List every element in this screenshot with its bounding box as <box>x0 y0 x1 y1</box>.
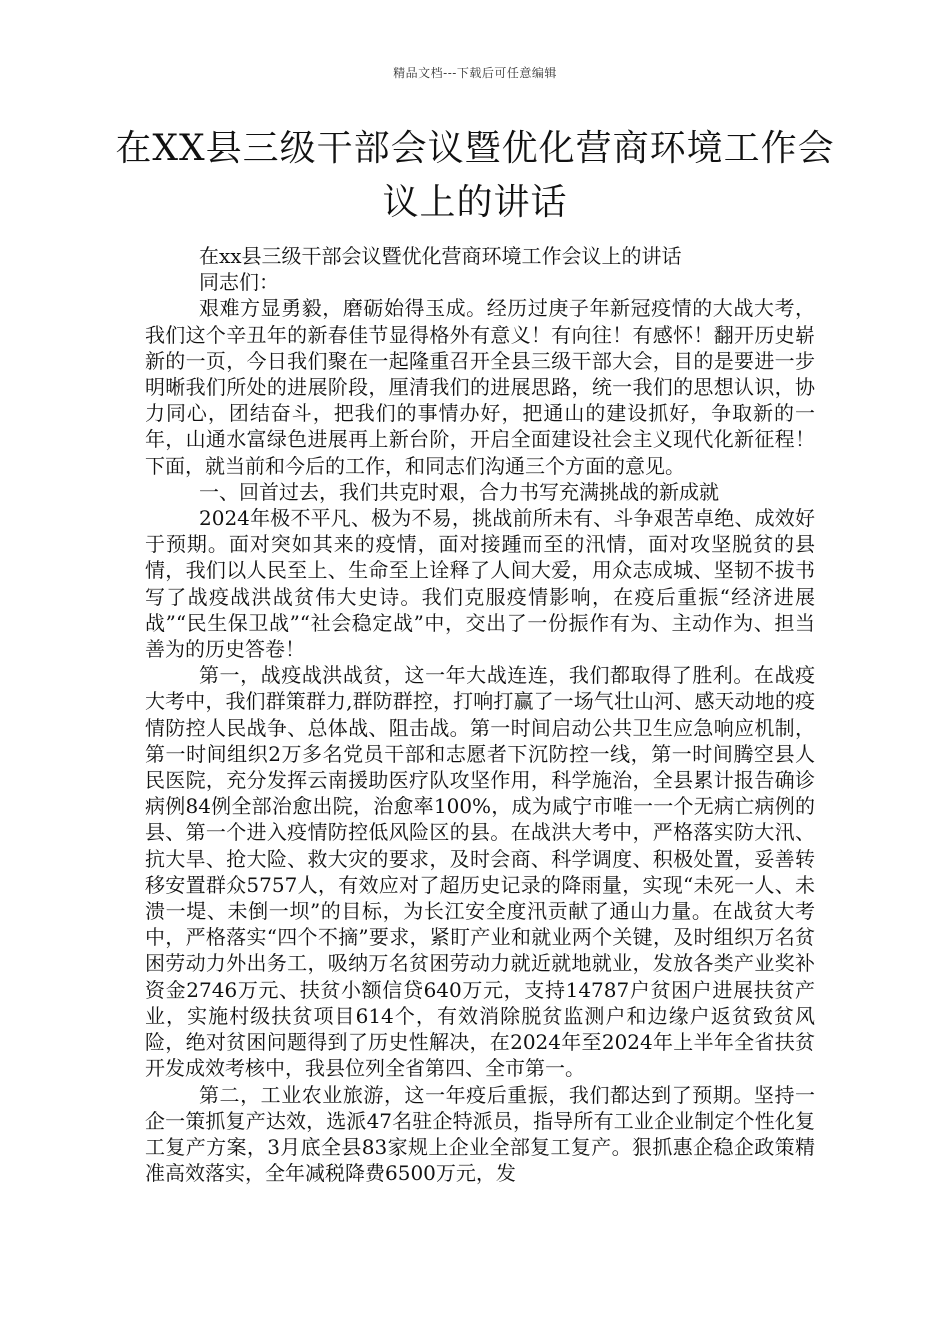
document-body <box>145 243 815 1186</box>
body-paragraph-subtitle: 在xx县三级干部会议暨优化营商环境工作会议上的讲话 <box>199 244 682 268</box>
section-heading: 一、回首过去，我们共克时艰，合力书写充满挑战的新成就 <box>199 479 719 504</box>
body-paragraph-salutation: 同志们： <box>199 270 279 295</box>
header-note: 精品文档---下载后可任意编辑 <box>393 66 557 80</box>
body-paragraph: 2024年极不平凡、极为不易，挑战前所未有、斗争艰苦卓绝、成效好于预期。面对突如其来的疫情，面对接踵而至的汛情，面对攻坚脱贫的县情，我们以人民至上、生命至上诠释了人间大爱，用众志成城、坚韧不拔书写了战疫战洪战贫伟大史诗。我们克服疫情影响，在疫后重振“经济进展战”“民生保卫战”“社会稳定战”中，交出了一份振作有为、主动作为、担当善为的历史答卷！ <box>145 506 815 662</box>
body-paragraph: 第一，战疫战洪战贫，这一年大战连连，我们都取得了胜利。在战疫大考中，我们群策群力,群防群控，打响打赢了一场气壮山河、感天动地的疫情防控人民战争、总体战、阻击战。第一时间启动公共卫生应急响应机制，第一时间组织2万多名党员干部和志愿者下沉防控一线，第一时间腾空县人民医院，充分发挥云南援助医疗队攻坚作用，科学施治，全县累计报告确诊病例84例全部治愈出院，治愈率100%，成为咸宁市唯一一个无病亡病例的县、第一个进入疫情防控低风险区的县。在战洪大考中，严格落实防大汛、抗大旱、抢大险、救大灾的要求，及时会商、科学调度、积极处置，妥善转移安置群众5757人，有效应对了超历史记录的降雨量，实现“未死一人、未溃一堤、未倒一坝”的目标，为长江安全度汛贡献了通山力量。在战贫大考中，严格落实“四个不摘”要求，紧盯产业和就业两个关键，及时组织万名贫困劳动力外出务工，吸纳万名贫困劳动力就近就地就业，发放各类产业奖补资金2746万元、扶贫小额信贷640万元，支持14787户贫困户进展扶贫产业，实施村级扶贫项目614个，有效消除脱贫监测户和边缘户返贫致贫风险，绝对贫困问题得到了历史性解决，在2024年至2024年上半年全省扶贫开发成效考核中，我县位列全省第四、全市第一。 <box>145 663 815 1081</box>
body-paragraph: 艰难方显勇毅，磨砺始得玉成。经历过庚子年新冠疫情的大战大考，我们这个辛丑年的新春佳节显得格外有意义！有向往！有感怀！翻开历史崭新的一页，今日我们聚在一起隆重召开全县三级干部大会，目的是要进一步明晰我们所处的进展阶段，厘清我们的进展思路，统一我们的思想认识，协力同心，团结奋斗，把我们的事情办好，把通山的建设抓好，争取新的一年，山通水富绿色进展再上新台阶，开启全面建设社会主义现代化新征程！下面，就当前和今后的工作，和同志们沟通三个方面的意见。 <box>145 296 815 478</box>
body-paragraph: 第二，工业农业旅游，这一年疫后重振，我们都达到了预期。坚持一企一策抓复产达效，选派47名驻企特派员，指导所有工业企业制定个性化复工复产方案，3月底全县83家规上企业全部复工复产。狠抓惠企稳企政策精准高效落实，全年减税降费6500万元，发 <box>145 1082 815 1186</box>
document-title: 在XX县三级干部会议暨优化营商环境工作会议上的讲话 <box>115 128 835 223</box>
